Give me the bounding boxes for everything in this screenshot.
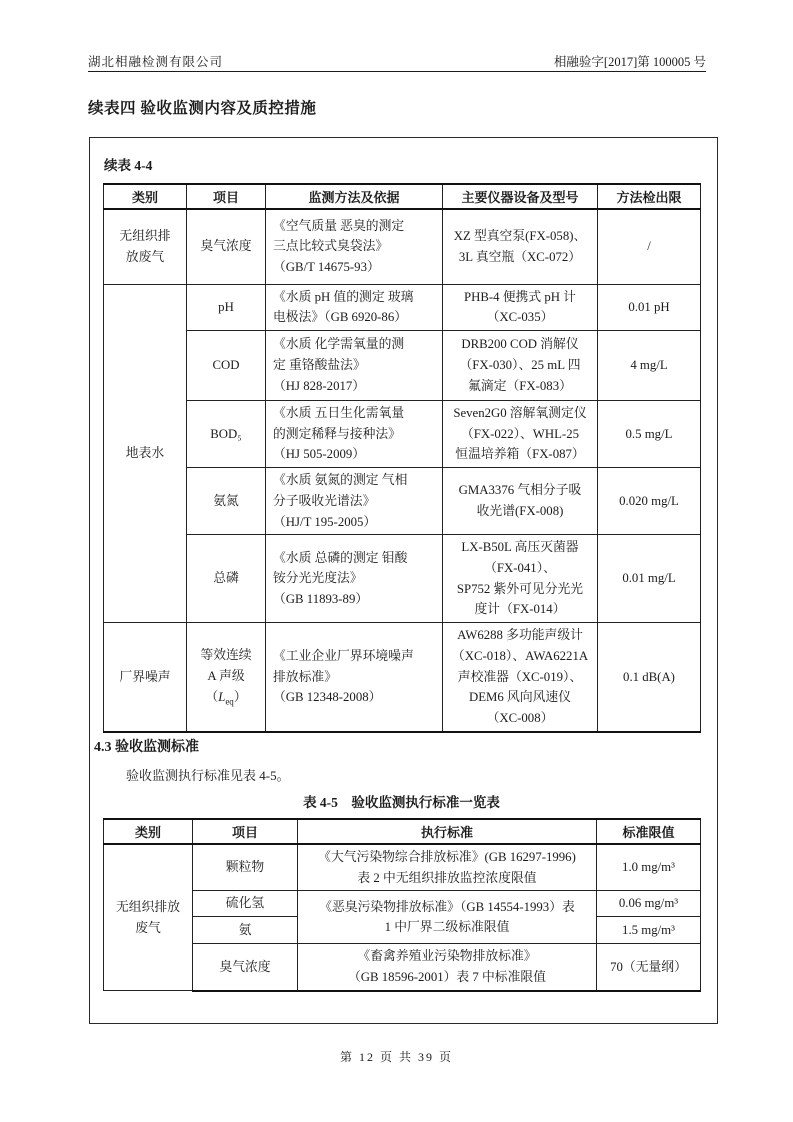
- table-row: [104, 209, 701, 284]
- table-row: [104, 400, 701, 467]
- cell-limit: 0.5 mg/L: [598, 400, 701, 467]
- cell-method: 《水质 五日生化需氧量 的测定稀释与接种法》 （HJ 505-2009）: [266, 400, 443, 467]
- cell-instrument: XZ 型真空泵(FX-058)、 3L 真空瓶（XC-072）: [443, 209, 598, 284]
- table-4-4-caption: 续表 4-4: [104, 158, 153, 173]
- header-rule: [88, 71, 706, 72]
- cell-instrument: DRB200 COD 消解仪 （FX-030）、25 mL 四 氟滴定（FX-083）: [443, 330, 598, 400]
- cell-item: 总磷: [187, 535, 266, 623]
- cell-limit: 0.01 pH: [598, 284, 701, 330]
- document-number: 相融验字[2017]第 100005 号: [553, 55, 706, 69]
- page-number: 第 12 页 共 39 页: [339, 1050, 453, 1064]
- cell-item: 氨: [193, 917, 298, 944]
- cell-instrument: LX-B50L 高压灭菌器 （FX-041）、 SP752 紫外可见分光光 度计（FX-014）: [443, 535, 598, 623]
- col-header-category: 类别: [104, 184, 187, 209]
- col-header-category: 类别: [104, 819, 193, 844]
- cell-standard: 《恶臭污染物排放标准》（GB 14554-1993）表 1 中厂界二级标准限值: [298, 891, 597, 944]
- cell-instrument: PHB-4 便携式 pH 计 （XC-035）: [443, 284, 598, 330]
- cell-limit: 70（无量纲）: [597, 944, 701, 991]
- cell-instrument: Seven2G0 溶解氧测定仪 （FX-022）、WHL-25 恒温培养箱（FX-087）: [443, 400, 598, 467]
- cell-category-fugitive-gas: 无组织排 放废气: [104, 209, 187, 284]
- table-row: [104, 844, 701, 891]
- cell-instrument: AW6288 多功能声级计 （XC-018）、AWA6221A 声校准器（XC-019）、 DEM6 风向风速仪 （XC-008）: [443, 623, 598, 732]
- cell-item: 颗粒物: [193, 844, 298, 891]
- cell-item: COD: [187, 330, 266, 400]
- table-row: [104, 623, 701, 732]
- table-header-row: [104, 819, 701, 844]
- table-header-row: [104, 184, 701, 209]
- col-header-item: 项目: [193, 819, 298, 844]
- col-header-item: 项目: [187, 184, 266, 209]
- cell-standard: 《畜禽养殖业污染物排放标准》 （GB 18596-2001）表 7 中标准限值: [298, 944, 597, 991]
- col-header-standard: 执行标准: [298, 819, 597, 844]
- cell-item: BOD₅: [187, 400, 266, 467]
- company-name: 湖北相融检测有限公司: [88, 55, 224, 69]
- leq-symbol: L: [218, 689, 226, 704]
- cell-standard: 《大气污染物综合排放标准》(GB 16297-1996) 表 2 中无组织排放监控浓度限值: [298, 844, 597, 891]
- cell-instrument: GMA3376 气相分子吸 收光谱(FX-008): [443, 468, 598, 535]
- col-header-standard-limit: 标准限值: [597, 819, 701, 844]
- table-row: [104, 284, 701, 330]
- cell-method: 《水质 pH 值的测定 玻璃 电极法》（GB 6920-86）: [266, 284, 443, 330]
- table-row: [104, 944, 701, 991]
- cell-limit: 1.5 mg/m³: [597, 917, 701, 944]
- table-row: [104, 535, 701, 623]
- cell-item: 硫化氢: [193, 891, 298, 917]
- table-4-4: [103, 183, 701, 733]
- content-frame: [89, 137, 718, 1024]
- cell-limit: 0.1 dB(A): [598, 623, 701, 732]
- cell-method: 《空气质量 恶臭的测定 三点比较式臭袋法》 （GB/T 14675-93）: [266, 209, 443, 284]
- cell-item: 氨氮: [187, 468, 266, 535]
- cell-limit: 1.0 mg/m³: [597, 844, 701, 891]
- cell-item: 臭气浓度: [193, 944, 298, 991]
- page-title: 续表四 验收监测内容及质控措施: [88, 100, 317, 117]
- col-header-detection-limit: 方法检出限: [598, 184, 701, 209]
- cell-method: 《水质 氨氮的测定 气相 分子吸收光谱法》 （HJ/T 195-2005）: [266, 468, 443, 535]
- col-header-method: 监测方法及依据: [266, 184, 443, 209]
- cell-method: 《工业企业厂界环境噪声 排放标准》 （GB 12348-2008）: [266, 623, 443, 732]
- table-row: [104, 468, 701, 535]
- table-4-5: [103, 818, 701, 992]
- cell-limit: 4 mg/L: [598, 330, 701, 400]
- cell-limit: 0.01 mg/L: [598, 535, 701, 623]
- table-row: [104, 330, 701, 400]
- cell-limit: /: [598, 209, 701, 284]
- table-row: [104, 891, 701, 917]
- cell-item: 臭气浓度: [187, 209, 266, 284]
- section-heading-4-3: 4.3 验收监测标准: [94, 740, 199, 755]
- cell-limit: 0.020 mg/L: [598, 468, 701, 535]
- col-header-instrument: 主要仪器设备及型号: [443, 184, 598, 209]
- cell-item-leq: 等效连续 A 声级 $(L_{eq})$: [187, 623, 266, 732]
- cell-method: 《水质 化学需氧量的测 定 重铬酸盐法》 （HJ 828-2017）: [266, 330, 443, 400]
- cell-item: pH: [187, 284, 266, 330]
- table-4-5-caption: 表 4-5 验收监测执行标准一览表: [303, 795, 500, 810]
- cell-limit: 0.06 mg/m³: [597, 891, 701, 917]
- section-paragraph: 验收监测执行标准见表 4-5。: [126, 768, 290, 783]
- cell-category-boundary-noise: 厂界噪声: [104, 623, 187, 732]
- cell-category-fugitive-gas: 无组织排放 废气: [104, 844, 193, 991]
- cell-method: 《水质 总磷的测定 钼酸 铵分光光度法》 （GB 11893-89）: [266, 535, 443, 623]
- cell-category-surface-water: 地表水: [104, 284, 187, 623]
